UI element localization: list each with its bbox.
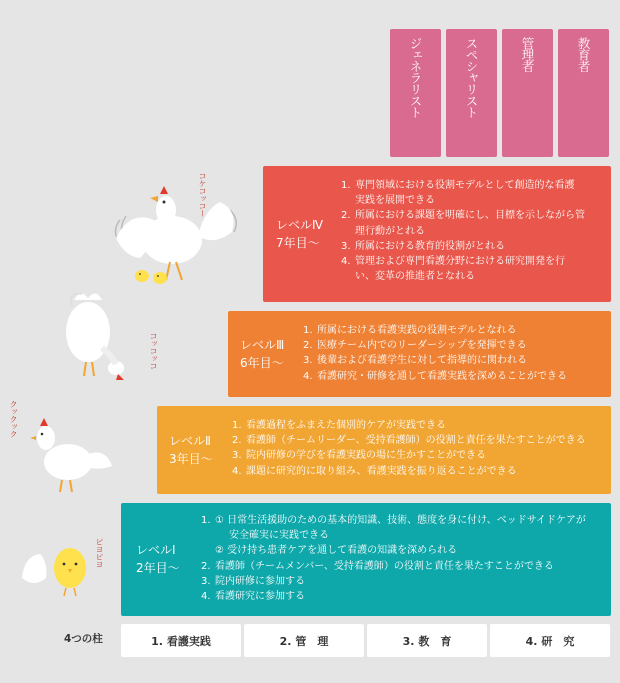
list-item: 2. 看護師（チームメンバー、受持看護師）の役割と責任を果たすことができる bbox=[201, 560, 554, 572]
pillar-management: 2. 管 理 bbox=[244, 624, 364, 657]
hen-peck-text: コッコッコ bbox=[149, 332, 158, 370]
level-4-box bbox=[263, 166, 611, 302]
career-path-specialist bbox=[446, 29, 497, 157]
list-item: 4. 課題に研究的に取り組み、看護実践を振り返ることができる bbox=[232, 465, 517, 477]
list-item: 2. 所属における課題を明確にし、目標を示しながら管 bbox=[341, 210, 585, 222]
list-item: 1. 所属における看護実践の役割モデルとなれる bbox=[303, 325, 517, 336]
list-item: 4. 看護研究・研修を通して看護実践を深めることができる bbox=[303, 370, 567, 382]
career-path-generalist bbox=[390, 29, 441, 157]
level-4-title: レベルⅣ bbox=[276, 218, 324, 232]
list-item: 3. 所属における教育的役割がとれる bbox=[341, 240, 505, 252]
level-3-title: レベルⅢ bbox=[240, 338, 285, 352]
list-item: 3. 後輩および看護学生に対して指導的に関われる bbox=[303, 355, 527, 367]
clucking-chicken-illustration bbox=[22, 408, 118, 498]
crowing-rooster-illustration bbox=[110, 180, 250, 290]
level-4-years: 7年目〜 bbox=[276, 236, 320, 250]
chick-peep-text: ピヨピヨ bbox=[95, 538, 104, 568]
level-3-box bbox=[228, 311, 611, 397]
level-2-box bbox=[157, 406, 611, 494]
pillars-label: 4つの柱 bbox=[64, 633, 103, 645]
list-item: 理行動がとれる bbox=[355, 225, 425, 237]
list-item: い、変革の推進者となれる bbox=[355, 271, 475, 283]
level-1-box bbox=[121, 503, 611, 616]
career-path-label: スペシャリスト bbox=[464, 37, 479, 118]
list-item: 4. 管理および専門看護分野における研究開発を行 bbox=[341, 256, 565, 268]
level-1-years: 2年目〜 bbox=[136, 561, 180, 575]
pecking-hen-illustration bbox=[58, 284, 138, 384]
list-item: 2. 医療チーム内でのリーダーシップを発揮できる bbox=[303, 340, 527, 352]
chicken-cluck-text: クックック bbox=[9, 400, 18, 438]
level-2-years: 3年目〜 bbox=[169, 452, 213, 466]
career-path-label: 教育者 bbox=[576, 37, 591, 72]
career-path-manager bbox=[502, 29, 553, 157]
level-2-title: レベルⅡ bbox=[169, 434, 211, 448]
level-1-items bbox=[201, 513, 586, 604]
list-item: 安全確実に実践できる bbox=[229, 530, 329, 542]
list-item: 2. 看護師（チームリーダー、受持看護師）の役割と責任を果たすことができる bbox=[232, 435, 586, 447]
list-item: 1. 専門領域における役割モデルとして創造的な看護 bbox=[341, 180, 575, 191]
list-item: ② 受け持ち患者ケアを通して看護の知識を深められる bbox=[215, 545, 458, 557]
list-item: 3. 院内研修に参加する bbox=[201, 575, 305, 587]
list-item: 1. 看護過程をふまえた個別的ケアが実践できる bbox=[232, 420, 446, 431]
level-3-years: 6年目〜 bbox=[240, 356, 284, 370]
pillar-nursing-practice: 1. 看護実践 bbox=[121, 624, 241, 657]
level-3-items bbox=[303, 323, 567, 384]
list-item: 3. 院内研修の学びを看護実践の場に生かすことができる bbox=[232, 450, 486, 462]
level-1-title: レベルⅠ bbox=[136, 543, 176, 557]
list-item: 1. ① 日常生活援助のための基本的知識、技術、態度を身に付け、ベッドサイドケアが bbox=[201, 515, 586, 526]
pillar-education: 3. 教 育 bbox=[367, 624, 487, 657]
career-path-label: ジェネラリスト bbox=[408, 37, 423, 118]
career-path-label: 管理者 bbox=[520, 37, 535, 72]
career-path-educator bbox=[558, 29, 609, 157]
level-4-items bbox=[341, 178, 585, 284]
level-2-items bbox=[232, 418, 586, 479]
list-item: 4. 看護研究に参加する bbox=[201, 591, 305, 603]
pillar-research: 4. 研 究 bbox=[490, 624, 610, 657]
list-item: 実践を展開できる bbox=[355, 195, 435, 207]
rooster-crow-text: コケコッコー bbox=[198, 172, 207, 217]
